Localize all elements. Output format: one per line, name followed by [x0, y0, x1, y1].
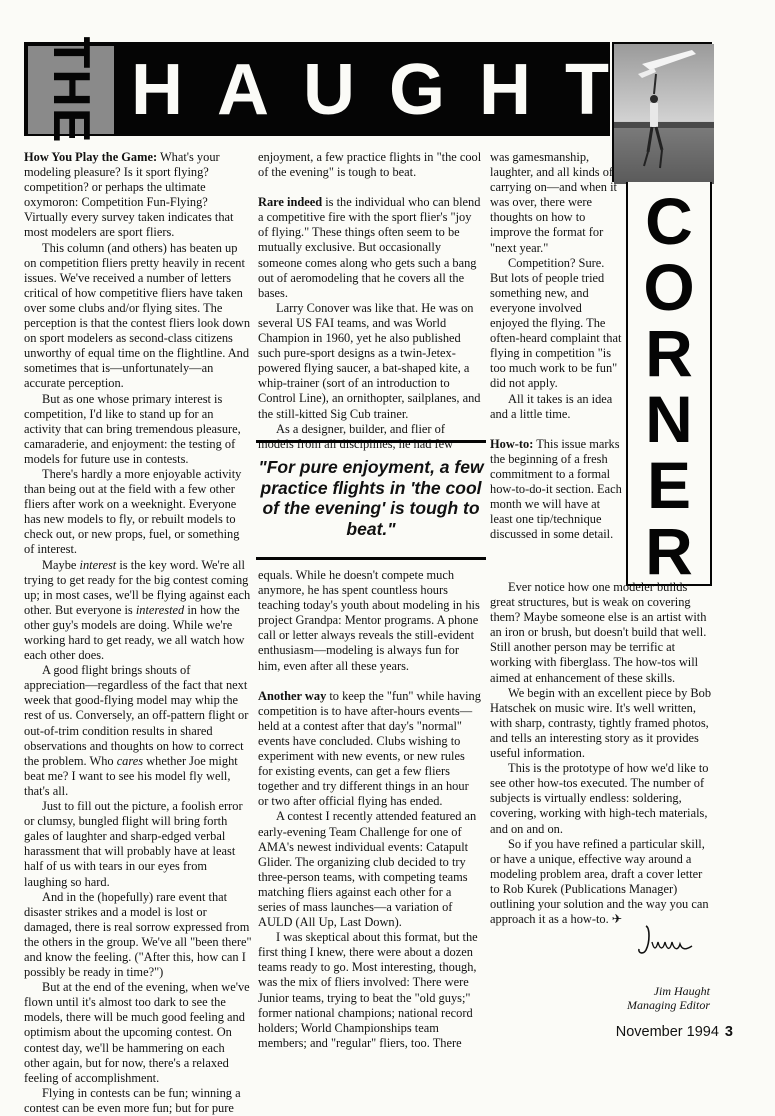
paragraph: This is the prototype of how we'd like to see other how-tos executed. The number of subjects is virtually endless: soldering, covering, working with high-tech materials, and on and on.	[490, 761, 709, 836]
glider-launch-illustration	[614, 44, 714, 184]
paragraph-text: to keep the "fun" while having competition is to have after-hours events—held at a contest after that day's "normal" events have concluded. Clubs wishing to experiment with new events, or new rules for existing events, can get a few fliers together and try different things in an hour or two after official flying has ended.	[258, 688, 481, 809]
paragraph	[258, 195, 482, 301]
paragraph	[24, 150, 252, 241]
paragraph: We begin with an excellent piece by Bob Hatschek on music wire. It's well written, with sharp, contrasty, tightly framed photos, and tells an interesting story as it provides useful information.	[490, 685, 712, 761]
title-letter: H	[479, 50, 532, 130]
section-lead: How You Play the Game:	[24, 150, 158, 164]
paragraph: This column (and others) has beaten up on competition fliers pretty heavily in recent issues. We've received a number of letters critical of how competitive fliers have taken over some clubs and/or flying sites. The perception is that the contest fliers look down on sport modelers as second-class citizens unworthy of equal time on the flightline. And sometimes that is—unfortunately—an accurate perception.	[24, 240, 251, 391]
paragraph: A contest I recently attended featured an early-evening Team Challenge for one of AMA's newest individual events: Catapult Glider. The organizing club decided to try three-person teams, with competing teams matching fliers against each other for a series of mass launches—a variation of AULD (All Up, Last Down).	[258, 809, 477, 930]
author-name: Jim Haught	[653, 984, 710, 998]
column-2-top	[258, 150, 482, 452]
issue-date: November 1994	[615, 1024, 719, 1040]
paragraph: enjoyment, a few practice flights in "the cool of the evening" is tough to beat.	[258, 150, 482, 180]
title-letter: H	[131, 50, 183, 130]
corner-letter: E	[646, 448, 692, 522]
byline	[600, 984, 710, 1012]
paragraph	[258, 689, 482, 810]
paragraph: Ever notice how one modeler builds great structures, but is weak on covering them? Maybe someone else is an artist with an iron or brush, but doesn't build that well. Still another person may be terrific at working with fiberglass. The how-tos will aimed at enhancement of these skills.	[490, 580, 707, 685]
corner-letter: C	[645, 184, 693, 258]
paragraph: And in the (hopefully) rare event that disaster strikes and a model is lost or damaged, there is real sorrow expressed from the others in the group. We've all "been there" and know the feeling. ("After this, how can I possibly be ready in time?")	[24, 889, 252, 980]
paragraph: As a designer, builder, and flier of models from all disciplines, he had few	[258, 421, 454, 451]
title-letter: T	[565, 50, 609, 130]
page-footer	[616, 1024, 733, 1040]
column-3-bottom	[490, 580, 714, 927]
paragraph: All it takes is an idea and a little time.	[490, 391, 613, 421]
paragraph-text: in how the other guy's models are doing. While we're working hard to get ready, we all watch how each other does.	[24, 602, 245, 663]
pull-quote: "For pure enjoyment, a few practice flights in 'the cool of the evening' is tough to beat."	[256, 440, 486, 560]
the-box	[28, 36, 114, 144]
corner-letter: N	[645, 382, 693, 456]
column-2-bottom	[258, 568, 482, 1051]
paragraph: was gamesmanship, laughter, and all kinds of carrying on—and when it was over, there were thoughts on how to improve the format for "next year."	[490, 150, 617, 255]
paragraph: But as one whose primary interest is competition, I'd like to stand up for an activity that can bring tremendous pleasure, camaraderie, and enjoyment: the testing of models for future use in contests.	[24, 391, 241, 466]
paragraph	[490, 437, 624, 543]
corner-letter: R	[645, 514, 693, 588]
title-corner	[628, 184, 710, 588]
corner-letter: R	[645, 316, 693, 390]
title-the: THE	[42, 36, 100, 144]
paragraph: I was skeptical about this format, but the first thing I knew, there were about a dozen teams ready to go. Most interesting, though, was the mix of fliers involved: There were Junior teams, trying to beat the "old guys;" former national champions; national record holders; World Championships team members; and "regular" fliers, too. There	[258, 930, 478, 1050]
paragraph-text: What's your modeling pleasure? Is it sport flying? competition? or perhaps the ultimate oxymoron: Competition Fun-Flying? Virtually every survey taken indicates that most modelers are sport fliers.	[24, 150, 234, 240]
paragraph: Just to fill out the picture, a foolish error or clumsy, bungled flight will bring forth gales of laughter and sharp-edged verbal harassment that will probably have at least half of us with tears in our eyes from laughing so hard.	[24, 799, 243, 889]
paragraph: There's hardly a more enjoyable activity than being out at the field with a few other fliers after work on a weeknight. Everyone has new models to fly, or rebuilt models to check out, or new props, fuel, or something of interest.	[24, 466, 242, 557]
paragraph-text: is the key word. We're all trying to get ready for the big contest coming up; in most cases, we'll be flying against each other. But everyone is	[24, 557, 251, 617]
signature-graphic	[636, 920, 696, 960]
glider-launch-photo	[612, 42, 712, 182]
paragraph	[24, 558, 252, 664]
paragraph	[24, 663, 252, 799]
paragraph: Larry Conover was like that. He was on several US FAI teams, and was World Champion in 1960, yet he also published such pure-sport designs as a twin-Jetex-powered flying saucer, a bat-shaped kite, a whip-trainer (sort of an introduction to Control Line), an ornithopter, sailplanes, and the still-kitted Sig Cub trainer.	[258, 300, 481, 421]
paragraph-text: Maybe	[42, 557, 80, 572]
corner-title-box	[626, 182, 712, 586]
emphasis: cares	[116, 753, 144, 768]
paragraph: equals. While he doesn't compete much anymore, he has spent countless hours teaching today's youth about modeling in his project Grandpa: Mentor programs. A phone call or letter always reveals the still-evident enthusiasm—modeling is always fun for him, even after all these years.	[258, 568, 480, 673]
section-lead: Another way	[258, 688, 327, 703]
emphasis: interested	[135, 602, 185, 617]
corner-letter: O	[643, 250, 695, 324]
paragraph: Competition? Sure. But lots of people tried something new, and everyone involved enjoyed the flying. The often-heard complaint that flying in competition "is too much work to be fun" did not apply.	[490, 255, 622, 391]
paragraph: So if you have refined a particular skill, or have a unique, effective way around a modeling problem area, draft a cover letter to Rob Kurek (Publications Manager) outlining your solution and the way you can approach it as a how-to. ✈	[490, 836, 709, 927]
section-lead: How-to:	[490, 436, 534, 451]
paragraph: Flying in contests can be fun; winning a contest can be even more fun; but for pure	[24, 1085, 241, 1115]
author-title: Managing Editor	[627, 998, 710, 1012]
column-1	[24, 150, 252, 1116]
title-haught	[131, 50, 609, 130]
paragraph: But at the end of the evening, when we've flown until it's almost too dark to see the models, there will be much good feeling and optimism about the upcoming contest. On contest day, we'll be hammering on each other again, but for now, there's a relaxed feeling of accomplishment.	[24, 980, 250, 1085]
section-lead: Rare indeed	[258, 195, 323, 210]
paragraph-text: whether Joe might beat me? I want to see his model fly well, that's all.	[24, 753, 238, 798]
paragraph-text: A good flight brings shouts of appreciation—regardless of the fact that next week that good-flying model may whip the rest of us. Conversely, an off-pattern flight or out-of-trim condition results in shared observations and thoughts on how to correct the problem. Who	[24, 663, 249, 768]
title-letter: A	[217, 50, 269, 130]
emphasis: interest	[79, 557, 117, 572]
title-letter: G	[389, 50, 446, 130]
page-number: 3	[724, 1024, 733, 1040]
title-banner	[24, 36, 610, 144]
paragraph-text: This issue marks the beginning of a fresh commitment to a formal how-to-do-it section. Each month we will have at least one tip/technique discussed in some detail.	[490, 436, 622, 542]
title-letter: U	[303, 50, 355, 130]
handwritten-signature	[636, 920, 696, 960]
paragraph-text: is the individual who can blend a competitive fire with the sport flier's "joy of flying." These things often seem to be mutually exclusive. But occasionally someone comes along who gets such a bang out of aeromodeling that he covers all the bases.	[258, 195, 481, 300]
column-3-top	[490, 150, 624, 542]
